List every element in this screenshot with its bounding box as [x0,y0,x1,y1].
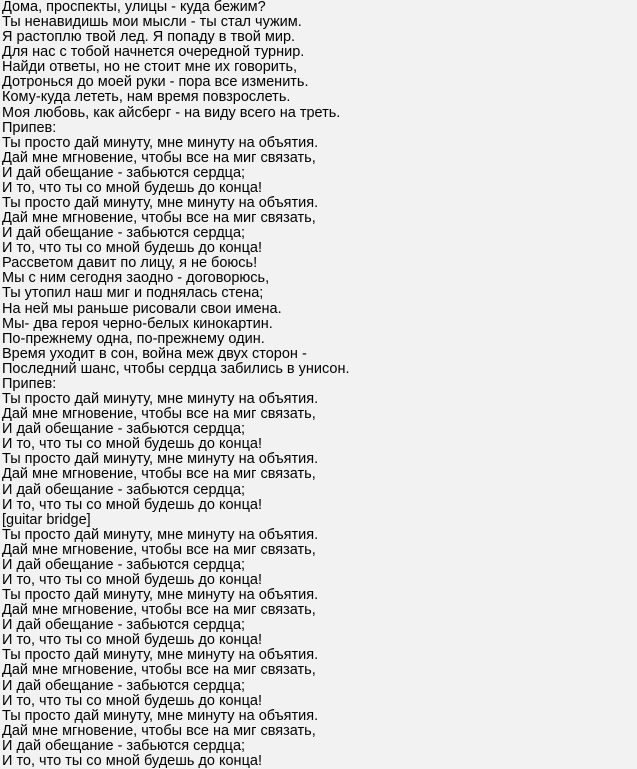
lyrics-line: Я растоплю твой лед. Я попаду в твой мир. [2,30,296,46]
lyrics-line: И то, что ты со мной будешь до конца! [2,633,262,649]
lyrics-line: Для нас с тобой начнется очередной турнир. [2,45,305,61]
lyrics-line: Моя любовь, как айсберг - на виду всего на треть. [2,105,341,121]
lyrics-line: Мы- два героя черно-белых кинокартин. [2,316,273,332]
lyrics-line: Ты просто дай минуту, мне минуту на объятия. [2,527,319,543]
lyrics-line: Дай мне мгновение, чтобы все на миг связать, [2,542,316,558]
lyrics-line: Дай мне мгновение, чтобы все на миг связать, [2,603,316,619]
lyrics-line: Ты просто дай минуту, мне минуту на объятия. [2,196,319,212]
lyrics-line: Ты ненавидишь мои мысли - ты стал чужим. [2,15,302,31]
lyrics-line: Дома, проспекты, улицы - куда бежим? [2,0,266,15]
lyrics-line: Припев: [2,376,57,392]
lyrics-line: Ты просто дай минуту, мне минуту на объятия. [2,452,319,468]
lyrics-line: [guitar bridge] [2,512,91,528]
lyrics-line: Ты просто дай минуту, мне минуту на объятия. [2,588,319,604]
lyrics-line: Ты просто дай минуту, мне минуту на объятия. [2,648,319,664]
lyrics-line: Дай мне мгновение, чтобы все на миг связать, [2,407,316,423]
lyrics-line: Найди ответы, но не стоит мне их говорить, [2,60,298,76]
lyrics-line: Время уходит в сон, война меж двух сторон - [2,346,307,362]
lyrics-line: Дай мне мгновение, чтобы все на миг связать, [2,723,316,739]
lyrics-line: Ты просто дай минуту, мне минуту на объятия. [2,135,319,151]
lyrics-line: И то, что ты со мной будешь до конца! [2,572,262,588]
lyrics-line: Припев: [2,120,57,136]
lyrics-line: Кому-куда лететь, нам время повзрослеть. [2,90,291,106]
lyrics-line: Мы с ним сегодня заодно - договорюсь, [2,271,270,287]
lyrics-line: И дай обещание - забьются сердца; [2,165,246,181]
lyrics-line: Последний шанс, чтобы сердца забились в унисон. [2,361,350,377]
lyrics-line: На ней мы раньше рисовали свои имена. [2,301,282,317]
lyrics-line: Ты просто дай минуту, мне минуту на объятия. [2,392,319,408]
lyrics-line: Ты просто дай минуту, мне минуту на объятия. [2,708,319,724]
lyrics-line: Ты утопил наш миг и поднялась стена; [2,286,264,302]
lyrics-line: Дай мне мгновение, чтобы все на миг связать, [2,467,316,483]
lyrics-line: И дай обещание - забьются сердца; [2,557,246,573]
lyrics-line: И то, что ты со мной будешь до конца! [2,180,262,196]
lyrics-line: Дотронься до моей руки - пора все изменить. [2,75,309,91]
lyrics-line: Дай мне мгновение, чтобы все на миг связать, [2,211,316,227]
lyrics-line: И то, что ты со мной будешь до конца! [2,437,262,453]
lyrics-line: И дай обещание - забьются сердца; [2,226,246,242]
lyrics-line: Рассветом давит по лицу, я не боюсь! [2,256,258,272]
lyrics-line: Дай мне мгновение, чтобы все на миг связать, [2,663,316,679]
lyrics-line: И дай обещание - забьются сердца; [2,422,246,438]
lyrics-line: И дай обещание - забьются сердца; [2,618,246,634]
lyrics-line: И дай обещание - забьются сердца; [2,738,246,754]
lyrics-line: И дай обещание - забьются сердца; [2,482,246,498]
lyrics-line: По-прежнему одна, по-прежнему один. [2,331,265,347]
lyrics-line: И то, что ты со мной будешь до конца! [2,241,262,257]
lyrics-line: И то, что ты со мной будешь до конца! [2,497,262,513]
lyrics-line: И то, что ты со мной будешь до конца! [2,753,262,769]
lyrics-line: Дай мне мгновение, чтобы все на миг связать, [2,150,316,166]
lyrics-line: И дай обещание - забьются сердца; [2,678,246,694]
lyrics-line: И то, что ты со мной будешь до конца! [2,693,262,709]
